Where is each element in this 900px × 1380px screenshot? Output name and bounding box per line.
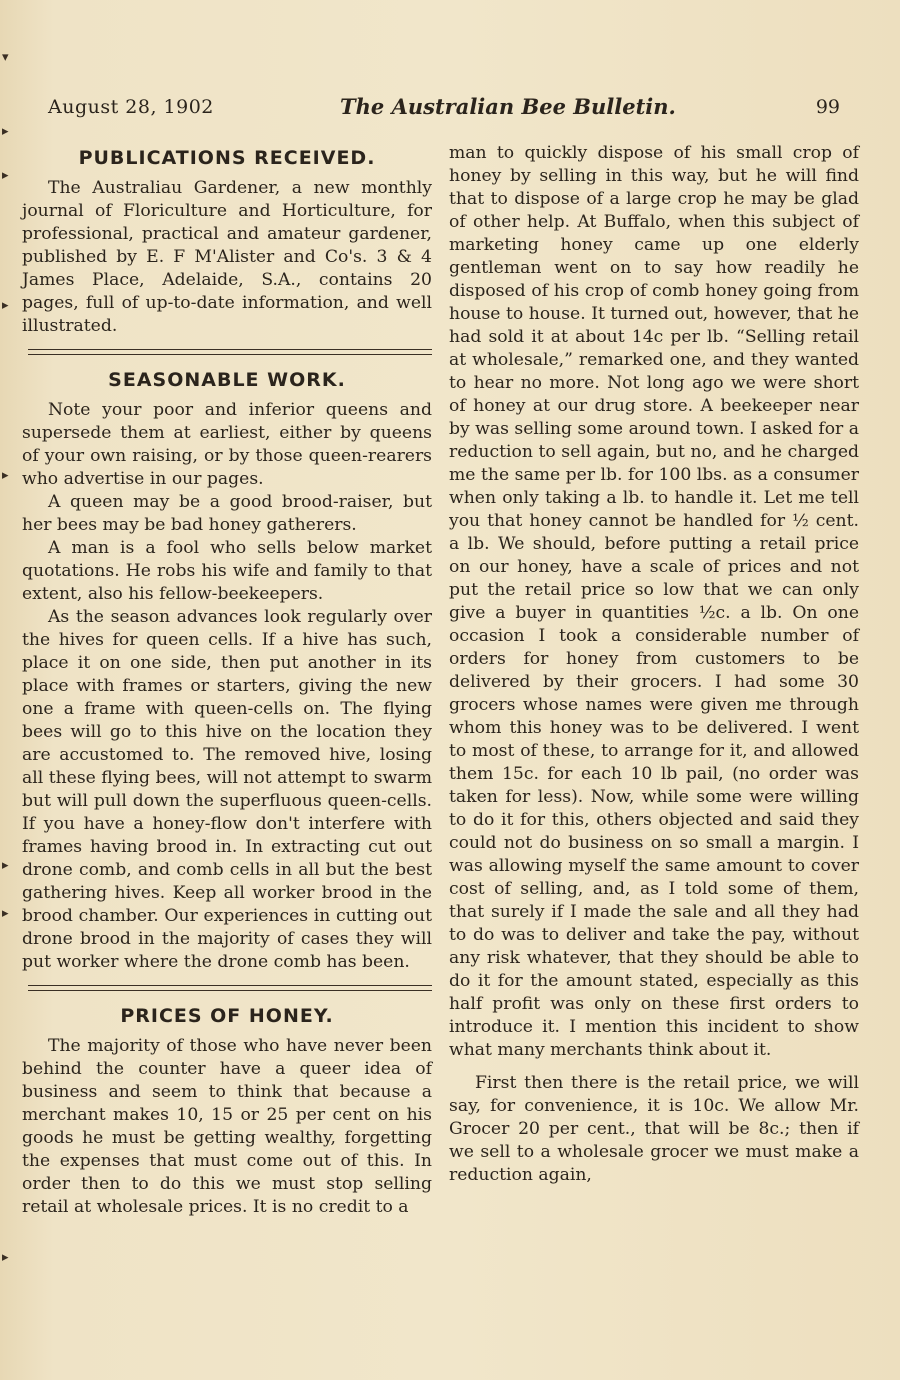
margin-mark: ▾ bbox=[2, 50, 9, 65]
right-column bbox=[449, 142, 859, 1187]
paragraph: First then there is the retail price, we will say, for convenience, it is 10c. We allow Mr. Grocer 20 per cent., that will be 8c.; then if we sell to a wholesale grocer we must make a reduction again, bbox=[449, 1073, 859, 1185]
publication-title: The Australian Bee Bulletin. bbox=[340, 94, 676, 119]
margin-mark: ▸ bbox=[2, 858, 9, 873]
section-divider bbox=[28, 349, 432, 355]
margin-mark: ▸ bbox=[2, 906, 9, 921]
margin-mark: ▸ bbox=[2, 298, 9, 313]
paragraph: A man is a fool who sells below market quotations. He robs his wife and family to that extent, also his fellow-beekeepers. bbox=[22, 538, 432, 604]
paragraph: man to quickly dispose of his small crop of honey by selling in this way, but he will find that to dispose of a large crop he may be glad of other help. At Buffalo, when this subject of marketing honey came up one elderly gentleman went on to say how readily he disposed of his crop of comb honey going from house to house. It turned out, however, that he had sold it at about 14c per lb. “Selling retail at wholesale,” remarked one, and they wanted to hear no more. Not long ago we were short of honey at our drug store. A beekeeper near by was selling some around town. I asked for a reduction to sell again, but no, and he charged me the same per lb. for 100 lbs. as a consumer when only taking a lb. to handle it. Let me tell you that honey cannot be handled for ½ cent. a lb. We should, before putting a retail price on our honey, have a scale of prices and not put the retail price so low that we can only give a buyer in quantities ½c. a lb. On one occasion I took a considerable number of orders for honey from customers to be delivered by their grocers. I had some 30 grocers whose names were given me through whom this honey was to be delivered. I went to most of these, to arrange for it, and allowed them 15c. for each 10 lb pail, (no order was taken for less). Now, while some were willing to do it for this, others objected and said they could not do business on so small a margin. I was allowing myself the same amount to cover cost of selling, and, as I told some of them, that surely if I made the sale and all they had to do was to deliver and take the pay, without any risk whatever, that they should be able to do it for the amount stated, especially as this half profit was only on these first orders to introduce it. I mention this incident to show what many merchants think about it. bbox=[449, 143, 859, 1060]
margin-mark: ▸ bbox=[2, 468, 9, 483]
paragraph-gap bbox=[449, 1062, 859, 1072]
paragraph: As the season advances look regularly over the hives for queen cells. If a hive has such, place it on one side, then put another in its place with frames or starters, giving the new one a frame with queen-cells on. The flying bees will go to this hive on the location they are accustomed to. The removed hive, losing all these flying bees, will not attempt to swarm but will pull down the superfluous queen-cells. If you have a honey-flow don't interfere with frames having brood in. In extracting cut out drone comb, and comb cells in all but the best gathering hives. Keep all worker brood in the brood chamber. Our experiences in cutting out drone brood in the majority of cases they will put worker where the drone comb has been. bbox=[22, 607, 432, 972]
margin-marks bbox=[0, 0, 14, 1380]
paragraph: A queen may be a good brood-raiser, but her bees may be bad honey gatherers. bbox=[22, 492, 432, 535]
margin-mark: ▸ bbox=[2, 124, 9, 139]
page-number: 99 bbox=[815, 96, 840, 118]
section-heading: PRICES OF HONEY. bbox=[120, 1005, 334, 1027]
paragraph: Note your poor and inferior queens and supersede them at earliest, either by queens of your own raising, or by those queen-rearers who advertise in our pages. bbox=[22, 400, 432, 489]
page-header bbox=[48, 96, 848, 126]
section-divider bbox=[28, 985, 432, 991]
paragraph: The Australiau Gardener, a new monthly journal of Floriculture and Horticulture, for professional, practical and amateur gardener, published by E. F M'Alister and Co's. 3 & 4 James Place, Adelaide, S.A., contains 20 pages, full of up-to-date information, and well illustrated. bbox=[22, 178, 432, 336]
margin-mark: ▸ bbox=[2, 1250, 9, 1265]
margin-mark: ▸ bbox=[2, 168, 9, 183]
left-column bbox=[22, 142, 432, 1219]
paragraph: The majority of those who have never been behind the counter have a queer idea of business and seem to think that because a merchant makes 10, 15 or 25 per cent on his goods he must be getting wealthy, forgetting the expenses that must come out of this. In order then to do this we must stop selling retail at wholesale prices. It is no credit to a bbox=[22, 1036, 432, 1217]
section-heading: PUBLICATIONS RECEIVED. bbox=[78, 147, 376, 169]
issue-date: August 28, 1902 bbox=[48, 96, 214, 118]
section-heading: SEASONABLE WORK. bbox=[108, 369, 346, 391]
